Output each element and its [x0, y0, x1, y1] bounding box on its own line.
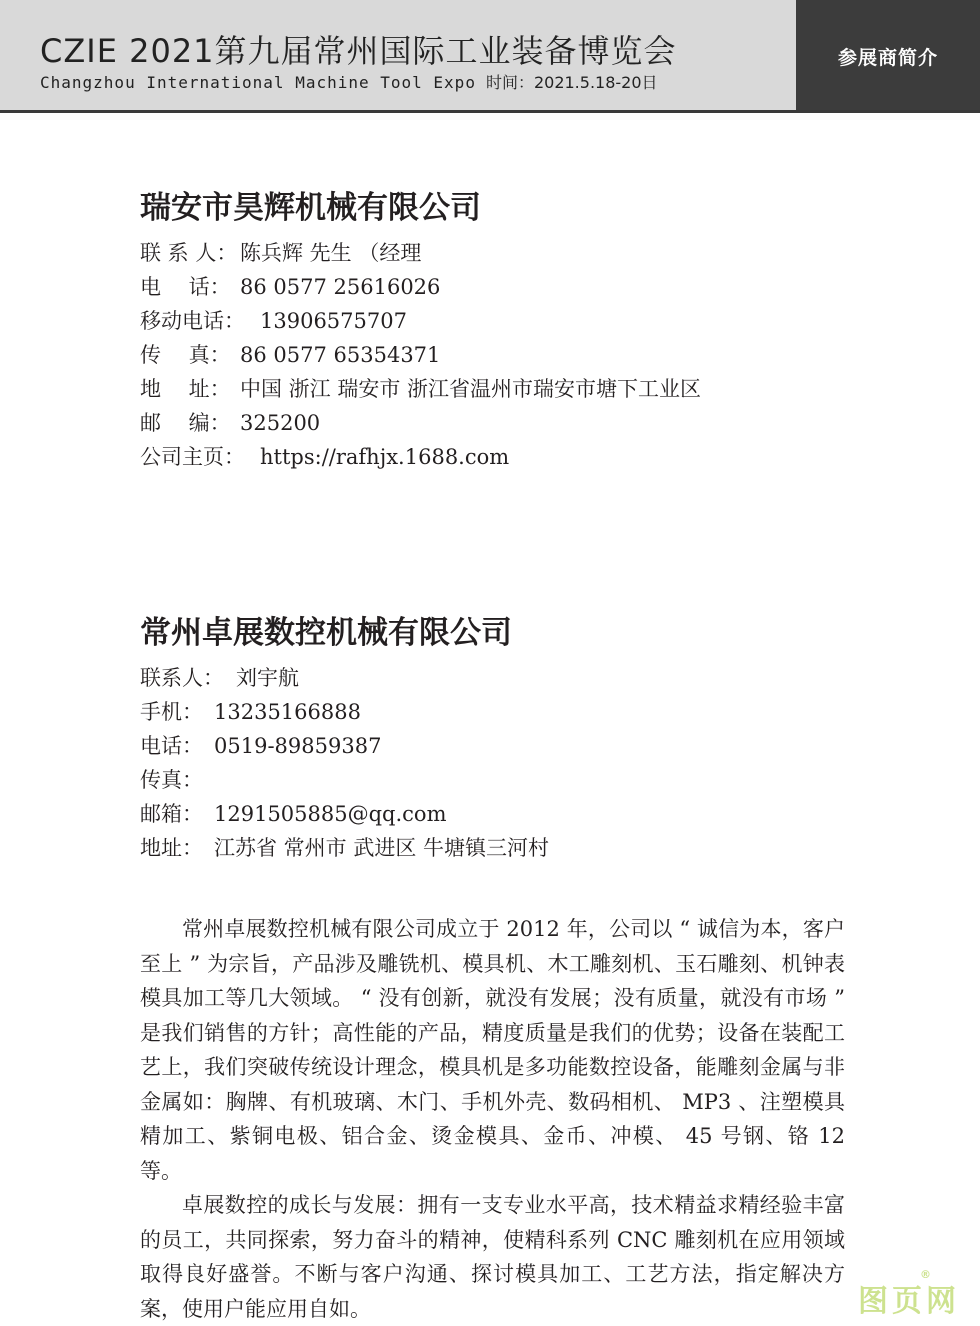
description-paragraph: 卓展数控的成长与发展：拥有一支专业水平高，技术精益求精经验丰富的员工，共同探索，努力奋斗的精神，使精科系列 CNC 雕刻机在应用领域取得良好盛誉。不断与客户沟通、探讨模具加工、工艺方法，指定解决方案，使用户能应用自如。	[140, 1193, 845, 1321]
company2-fax	[140, 763, 549, 797]
homepage-link[interactable]: https://rafhjx.1688.com	[260, 445, 510, 469]
company1-phone	[140, 270, 701, 304]
company2-description	[140, 912, 845, 1326]
email-value: 1291505885@qq.com	[214, 802, 447, 826]
company2-contact	[140, 661, 549, 695]
section-tab: 参展商简介	[796, 0, 980, 112]
company1-name: 瑞安市昊辉机械有限公司	[140, 190, 481, 226]
phone-value: 0519-89859387	[214, 734, 382, 758]
fax-label: 传 真：	[140, 343, 231, 367]
company1-info	[140, 236, 701, 474]
contact-value: 陈兵辉 先生 （经理	[240, 241, 422, 265]
company2-phone	[140, 729, 549, 763]
page-header	[0, 0, 980, 112]
expo-english-name: Changzhou International Machine Tool Expo	[40, 73, 476, 92]
company2-mobile	[140, 695, 549, 729]
company2-name: 常州卓展数控机械有限公司	[140, 615, 512, 651]
header-divider	[0, 110, 980, 113]
phone-label: 电话：	[140, 734, 203, 758]
expo-subtitle	[40, 70, 658, 93]
company1-homepage	[140, 440, 701, 474]
expo-date: 时间：2021.5.18-20日	[485, 73, 658, 92]
address-value: 江苏省 常州市 武进区 牛塘镇三河村	[214, 836, 550, 860]
company2-info	[140, 661, 549, 865]
mobile-value: 13235166888	[214, 700, 361, 724]
expo-title: CZIE 2021第九届常州国际工业装备博览会	[40, 32, 677, 70]
company1-postcode	[140, 406, 701, 440]
contact-label: 联 系 人：	[140, 241, 238, 265]
description-paragraph: 常州卓展数控机械有限公司成立于 2012 年，公司以 “ 诚信为本，客户至上 ” 为宗旨，产品涉及雕铣机、模具机、木工雕刻机、玉石雕刻、机钟表模具加工等几大领域。 “ 没有创新，就没有发展；没有质量，就没有市场 ” 是我们销售的方针；高性能的产品，精度质量是我们的优势；设备在装配工艺上，我们突破传统设计理念，模具机是多功能数控设备，能雕刻金属与非金属如：胸牌、有机玻璃、木门、手机外壳、数码相机、 MP3 、注塑模具精加工、紫铜电极、铝合金、烫金模具、金币、冲模、 45 号钢、铬 12 等。	[140, 917, 845, 1183]
address-label: 地址：	[140, 836, 203, 860]
phone-label: 电 话：	[140, 275, 231, 299]
email-label: 邮箱：	[140, 802, 203, 826]
homepage-label: 公司主页：	[140, 445, 245, 469]
contact-label: 联系人：	[140, 666, 224, 690]
company1-fax	[140, 338, 701, 372]
postcode-value: 325200	[240, 411, 321, 435]
site-watermark	[858, 1268, 960, 1320]
postcode-label: 邮 编：	[140, 411, 231, 435]
company2-address	[140, 831, 549, 865]
company1-mobile	[140, 304, 701, 338]
phone-value: 86 0577 25616026	[240, 275, 441, 299]
fax-label: 传真：	[140, 768, 203, 792]
registered-mark-icon: ®	[920, 1268, 931, 1281]
company1-address	[140, 372, 701, 406]
company2-email	[140, 797, 549, 831]
mobile-label: 移动电话：	[140, 309, 245, 333]
mobile-label: 手机：	[140, 700, 203, 724]
fax-value: 86 0577 65354371	[240, 343, 441, 367]
mobile-value: 13906575707	[260, 309, 407, 333]
address-value: 中国 浙江 瑞安市 浙江省温州市瑞安市塘下工业区	[240, 377, 702, 401]
watermark-text: 图页网	[858, 1284, 960, 1319]
company1-contact	[140, 236, 701, 270]
contact-value: 刘宇航	[236, 666, 299, 690]
address-label: 地 址：	[140, 377, 231, 401]
